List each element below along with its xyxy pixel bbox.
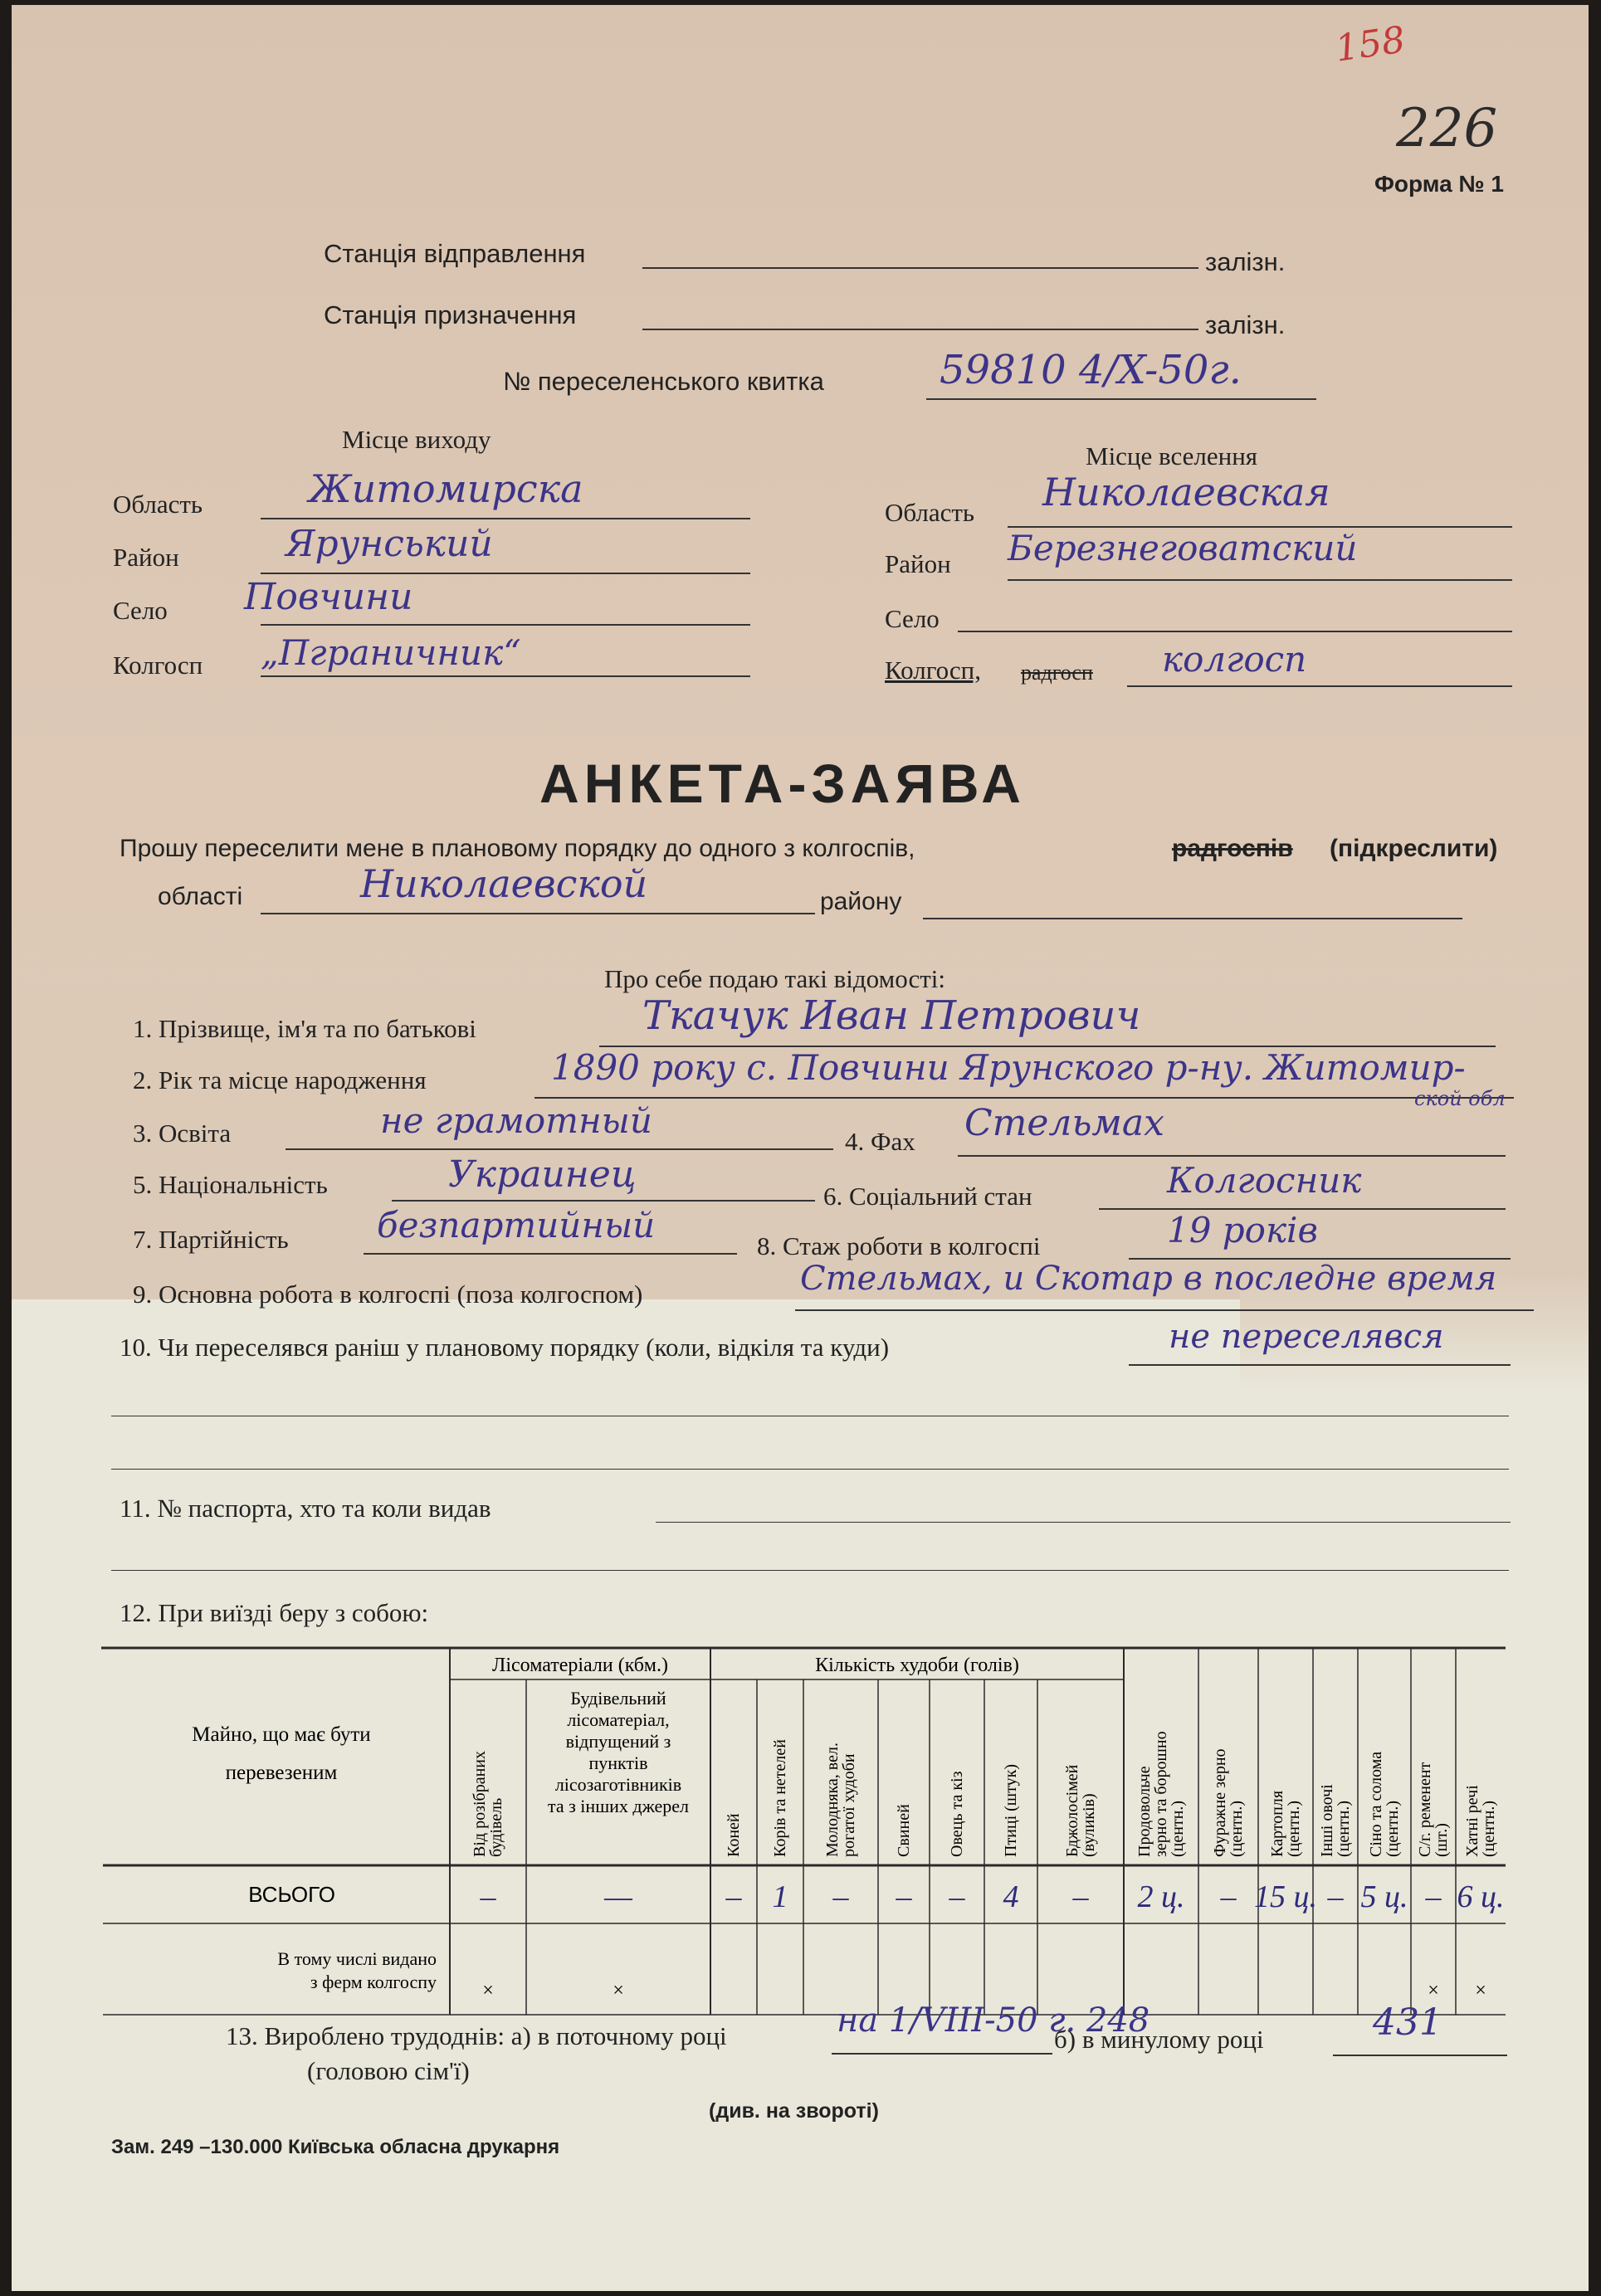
timber-col-b-text: та з інших джерел — [547, 1796, 690, 1816]
field-8-label: 8. Стаж роботи в колгоспі — [757, 1231, 1041, 1260]
table-column-header — [1211, 1748, 1246, 1857]
origin-raion-line — [261, 573, 750, 574]
request-underline-note: (підкреслити) — [1330, 835, 1498, 862]
timber-col-building-material — [548, 1688, 689, 1816]
origin-oblast-value: Житомирска — [309, 466, 583, 511]
field-4-value: Стельмах — [964, 1102, 1164, 1144]
field-3-value: не грамотный — [380, 1100, 652, 1141]
destination-selo-line — [958, 631, 1512, 632]
origin-raion-value: Ярунський — [286, 523, 493, 565]
table-column-header — [1463, 1785, 1498, 1857]
departure-station-suffix: залізн. — [1205, 247, 1286, 276]
document-page — [12, 5, 1589, 2291]
field-7-value: безпартийный — [377, 1205, 656, 1245]
issued-row-mark: × — [1428, 1980, 1439, 2001]
field-9-line — [795, 1309, 1534, 1311]
table-column-header-text: Продовольче — [1135, 1766, 1154, 1857]
field-8-value: 19 років — [1167, 1210, 1318, 1250]
field-2-value: 1890 року с. Повчини Ярунского р-ну. Житомир- — [551, 1047, 1466, 1088]
table-column-header-text: (центн.) — [1285, 1800, 1303, 1857]
destination-raion-label: Район — [885, 549, 951, 578]
table-column-header-text: (центн.) — [1480, 1800, 1498, 1857]
field-4-label: 4. Фах — [845, 1127, 915, 1156]
request-raion-line — [923, 918, 1462, 919]
table-column-header — [1268, 1791, 1303, 1857]
table-column-header-text: Хатні речі — [1463, 1785, 1481, 1857]
issued-row-mark: × — [1475, 1980, 1486, 2001]
table-column-header-text: Корів та нетелей — [771, 1739, 789, 1857]
total-row-value: 6 ц. — [1457, 1879, 1505, 1914]
origin-oblast-line — [261, 518, 750, 519]
table-column-header — [895, 1804, 913, 1857]
destination-raion-value: Березнеговатский — [1008, 528, 1358, 568]
field-11-line — [656, 1522, 1511, 1523]
destination-station-line — [642, 329, 1198, 330]
destination-kolhosp-value: колгосп — [1162, 639, 1307, 680]
field-1-value: Ткачук Иван Петрович — [642, 992, 1141, 1039]
form-label: Форма № 1 — [1374, 171, 1504, 197]
destination-oblast-label: Область — [885, 498, 975, 527]
table-column-header-text: зерно та борошно — [1152, 1731, 1170, 1857]
total-row-value: 5 ц. — [1360, 1879, 1408, 1914]
table-column-header — [1367, 1752, 1402, 1857]
issued-row-mark: × — [613, 1980, 624, 2001]
total-row-value: – — [1327, 1879, 1344, 1914]
table-column-header-text: Птиці (штук) — [1002, 1763, 1020, 1857]
destination-raion-line — [1008, 579, 1512, 581]
timber-col-b-text: лісозаготівників — [554, 1774, 682, 1795]
field-5-value: Украинец — [448, 1153, 637, 1196]
request-oblast-label: області — [158, 883, 243, 910]
departure-station-label: Станція відправлення — [324, 239, 586, 268]
table-column-header-text: (центн.) — [1384, 1800, 1402, 1857]
issued-row-mark: × — [482, 1980, 494, 2001]
table-column-header-text: Молодняка, вел. — [823, 1743, 842, 1857]
field-12-label: 12. При виїзді беру з собою: — [120, 1598, 429, 1627]
table-column-header-text: (центн.) — [1169, 1800, 1187, 1857]
table-column-header-text: С/г. ременент — [1416, 1762, 1434, 1857]
total-row-value: – — [949, 1879, 965, 1914]
table-column-header — [1002, 1764, 1020, 1857]
form-title: АНКЕТА-ЗАЯВА — [539, 753, 1026, 814]
table-column-header — [1063, 1764, 1098, 1857]
workdays-previous-line — [1333, 2055, 1507, 2056]
table-column-header-text: (шт.) — [1433, 1823, 1451, 1857]
table-column-header-text: Картопля — [1268, 1790, 1286, 1857]
see-reverse-note: (див. на звороті) — [709, 2099, 879, 2123]
table-column-header-text: Бджолосімей — [1063, 1764, 1081, 1857]
total-row-value: — — [604, 1879, 632, 1914]
table-column-header-text: (вуликів) — [1080, 1793, 1098, 1857]
table-column-header — [823, 1743, 858, 1857]
field-7-label: 7. Партійність — [133, 1225, 289, 1254]
field-5-line — [392, 1200, 815, 1202]
timber-col-b-text: Будівельний — [570, 1688, 666, 1709]
issued-row-label-2: з ферм колгоспу — [310, 1972, 437, 1992]
field-7-line — [364, 1253, 737, 1255]
table-column-header — [471, 1751, 505, 1857]
field-5-label: 5. Національність — [133, 1170, 328, 1199]
file-number: 226 — [1396, 98, 1498, 159]
origin-oblast-label: Область — [113, 490, 203, 519]
origin-heading: Місце виходу — [342, 425, 491, 454]
total-row-value: – — [896, 1879, 912, 1914]
table-column-header-text: будівель — [487, 1797, 505, 1857]
departure-station-line — [642, 267, 1198, 269]
total-row-value: – — [832, 1879, 849, 1914]
field-6-label: 6. Соціальний стан — [823, 1182, 1032, 1211]
timber-col-b-text: лісоматеріал, — [567, 1709, 670, 1730]
field-10-value: не переселявся — [1169, 1318, 1444, 1356]
workdays-subnote: (головою сім'ї) — [307, 2056, 470, 2085]
field-9-value: Стельмах, и Скотар в последне время — [800, 1260, 1497, 1298]
destination-station-suffix: залізн. — [1205, 310, 1286, 339]
origin-kolhosp-value: „Пграничник“ — [261, 632, 521, 673]
livestock-header: Кількість худоби (голів) — [815, 1655, 1019, 1676]
origin-selo-label: Село — [113, 596, 168, 625]
ticket-label: № переселенського квитка — [503, 367, 824, 396]
ticket-value: 59810 4/X-50г. — [940, 347, 1242, 393]
table-column-header — [948, 1771, 966, 1857]
table-column-header-text: Від розібраних — [471, 1751, 489, 1857]
request-text: Прошу переселити мене в плановому порядку до одного з колгоспів, — [120, 835, 915, 862]
table-column-header-text: Інші овочі — [1318, 1784, 1336, 1857]
total-row-value: – — [725, 1879, 742, 1914]
request-oblast-line — [261, 913, 815, 914]
intro-text: Про себе подаю такі відомості: — [604, 964, 946, 993]
table-column-header — [771, 1739, 789, 1857]
field-1-label: 1. Прізвище, ім'я та по батькові — [133, 1014, 476, 1043]
workdays-current-value: на 1/VIII-50 г. 248 — [837, 2001, 1150, 2040]
destination-station-label: Станція призначення — [324, 300, 577, 329]
ticket-line — [926, 398, 1316, 400]
property-table — [95, 1640, 1522, 2021]
total-row-value: – — [1425, 1879, 1442, 1914]
table-column-header-text: (центн.) — [1335, 1800, 1353, 1857]
origin-raion-label: Район — [113, 543, 179, 572]
paper-toned-area — [12, 5, 1589, 1299]
table-column-header-text: Овець та кіз — [948, 1771, 966, 1857]
total-row-label: ВСЬОГО — [248, 1882, 335, 1907]
field-2-line — [534, 1097, 1514, 1099]
table-column-header-text: Коней — [725, 1813, 743, 1857]
table-column-header-text: Свиней — [895, 1804, 913, 1857]
field-10-line — [1129, 1364, 1511, 1366]
table-column-header-text: (центн.) — [1228, 1800, 1246, 1857]
total-row-value: 4 — [1003, 1879, 1019, 1914]
request-raion-label: району — [820, 888, 902, 915]
table-column-header — [725, 1813, 743, 1857]
field-2-label: 2. Рік та місце народження — [133, 1065, 427, 1094]
request-radhosp: радгоспів — [1172, 835, 1293, 862]
total-row-value: – — [1220, 1879, 1237, 1914]
issued-row-label-1: В тому числі видано — [277, 1948, 437, 1969]
property-header-2: перевезеним — [225, 1762, 338, 1784]
table-column-header-text: Фуражне зерно — [1211, 1748, 1229, 1857]
table-column-header — [1318, 1784, 1353, 1857]
origin-kolhosp-line — [261, 675, 750, 677]
destination-oblast-value: Николаевская — [1042, 470, 1330, 514]
origin-selo-value: Повчини — [244, 576, 413, 618]
field-10-label: 10. Чи переселявся раніш у плановому порядку (коли, відкіля та куди) — [120, 1333, 890, 1362]
workdays-label-b: б) в минулому році — [1054, 2025, 1264, 2054]
timber-col-b-text: відпущений з — [565, 1731, 671, 1752]
total-row-value: 2 ц. — [1137, 1879, 1185, 1914]
total-row-value: – — [480, 1879, 496, 1914]
workdays-label-a: 13. Вироблено трудоднів: а) в поточному році — [226, 2021, 727, 2050]
destination-kolhosp-line — [1127, 685, 1512, 687]
field-11-label: 11. № паспорта, хто та коли видав — [120, 1494, 491, 1523]
destination-kolhosp-label: Колгосп, — [885, 656, 982, 685]
request-oblast-value: Николаевской — [360, 861, 648, 906]
field-4-line — [958, 1155, 1506, 1157]
total-row-value: 15 ц. — [1254, 1879, 1317, 1914]
archive-stamp: 158 — [1332, 18, 1408, 71]
destination-selo-label: Село — [885, 604, 940, 633]
printer-note: Зам. 249 –130.000 Київська обласна друкарня — [111, 2136, 560, 2158]
field-3-line — [286, 1148, 833, 1150]
workdays-previous-value: 431 — [1373, 2001, 1442, 2044]
timber-header: Лісоматеріали (кбм.) — [492, 1655, 668, 1676]
table-column-header — [1416, 1762, 1451, 1857]
field-9-label: 9. Основна робота в колгоспі (поза колгоспом) — [133, 1280, 643, 1309]
table-column-header-text: Сіно та солома — [1367, 1751, 1385, 1857]
field-3-label: 3. Освіта — [133, 1119, 232, 1148]
destination-heading: Місце вселення — [1086, 441, 1258, 470]
total-row-value: – — [1072, 1879, 1089, 1914]
table-column-header — [1135, 1731, 1187, 1857]
field-10-line-3 — [111, 1469, 1509, 1470]
table-column-header-text: рогатої худоби — [840, 1753, 858, 1857]
origin-kolhosp-label: Колгосп — [113, 651, 203, 680]
field-11-line-2 — [111, 1570, 1509, 1571]
property-header-1: Майно, що має бути — [192, 1723, 371, 1746]
origin-selo-line — [261, 624, 750, 626]
timber-col-b-text: пунктів — [588, 1752, 648, 1773]
field-2-value-cont: ской обл — [1414, 1087, 1506, 1110]
field-6-value: Колгосник — [1167, 1160, 1362, 1201]
workdays-current-line — [832, 2053, 1052, 2055]
total-row-value: 1 — [772, 1879, 788, 1914]
destination-radhosp-label: радгосп — [1021, 661, 1093, 685]
